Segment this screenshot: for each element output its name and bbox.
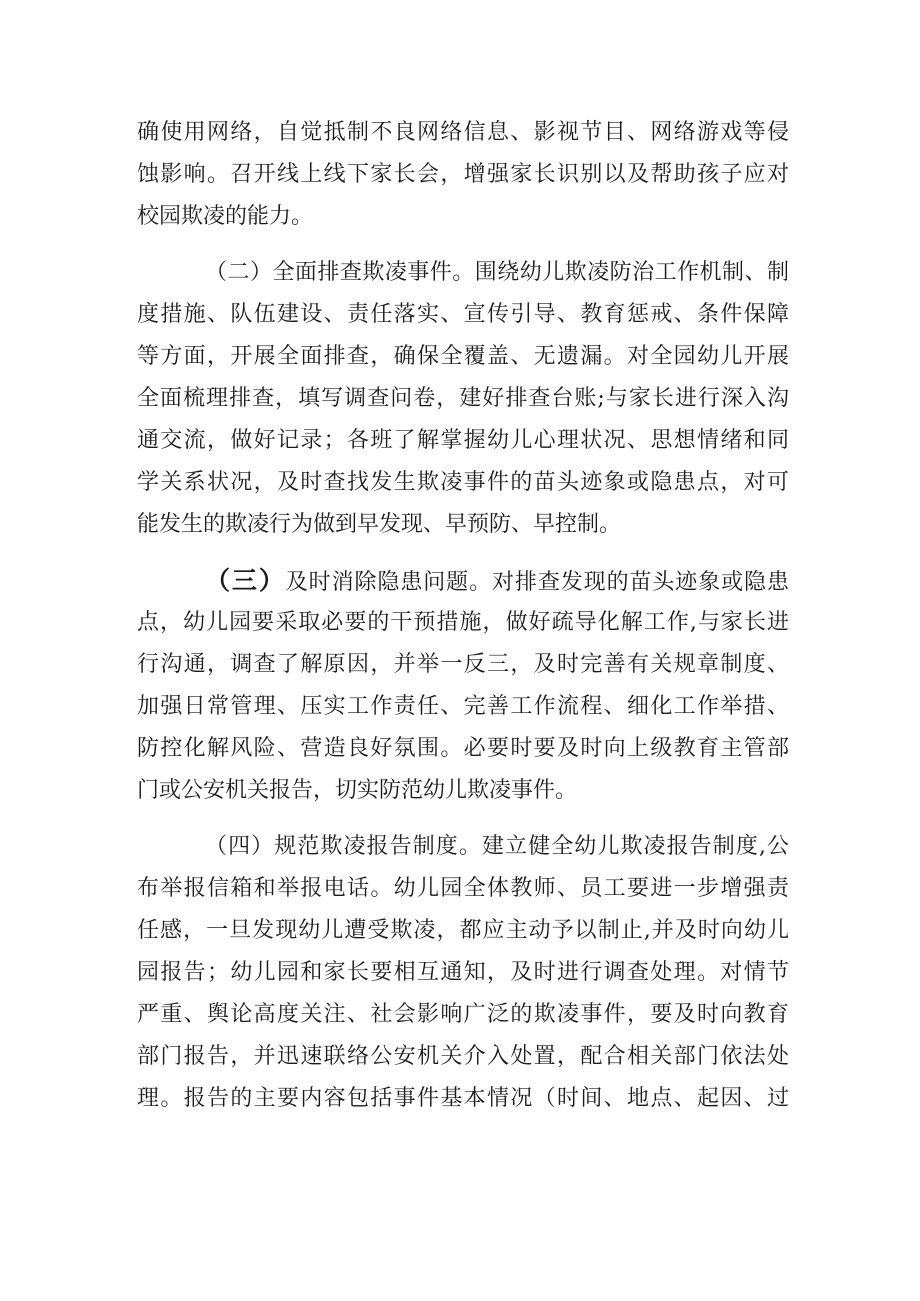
text-line: 通交流，做好记录；各班了解掌握幼儿心理状况、思想情绪和同 [137, 428, 789, 453]
text-line: 布举报信箱和举报电话。幼儿园全体教师、员工要进一步增强责 [137, 876, 789, 901]
text-line: 任感，一旦发现幼儿遭受欺凌，都应主动予以制止,并及时向幼儿 [137, 918, 789, 943]
text-line: 确使用网络，自觉抵制不良网络信息、影视节目、网络游戏等侵 [137, 120, 789, 145]
text-line: 防控化解风险、营造良好氛围。必要时要及时向上级教育主管部 [137, 736, 789, 761]
text-line: 蚀影响。召开线上线下家长会，增强家长识别以及帮助孩子应对 [137, 162, 789, 187]
text-line: 校园欺凌的能力。 [137, 204, 314, 229]
text-line: 园报告；幼儿园和家长要相互通知，及时进行调查处理。对情节 [137, 960, 789, 985]
text-line: 门或公安机关报告，切实防范幼儿欺凌事件。 [137, 778, 578, 803]
text-line: 理。报告的主要内容包括事件基本情况（时间、地点、起因、过 [137, 1086, 789, 1111]
text-line: 度措施、队伍建设、责任落实、宣传引导、教育惩戒、条件保障 [137, 302, 789, 327]
text-line: 学关系状况，及时查找发生欺凌事件的苗头迹象或隐患点，对可 [137, 470, 789, 495]
text-line: 部门报告，并迅速联络公安机关介入处置，配合相关部门依法处 [137, 1044, 789, 1069]
text-line-rest: 及时消除隐患问题。对排查发现的苗头迹象或隐患 [285, 570, 789, 595]
text-line: 行沟通，调查了解原因，并举一反三，及时完善有关规章制度、 [137, 652, 789, 677]
text-line: 点，幼儿园要采取必要的干预措施，做好疏导化解工作,与家长进 [137, 610, 789, 635]
paragraph-2 [137, 252, 789, 546]
text-line: 加强日常管理、压实工作责任、完善工作流程、细化工作举措、 [137, 694, 789, 719]
text-line: （四）规范欺凌报告制度。建立健全幼儿欺凌报告制度,公 [205, 834, 789, 859]
text-line: 能发生的欺凌行为做到早发现、早预防、早控制。 [137, 512, 622, 537]
text-line: 全面梳理排查，填写调查问卷，建好排查台账;与家长进行深入沟 [137, 386, 789, 411]
paragraph-1 [137, 112, 789, 238]
text-line [137, 560, 789, 602]
section-heading-marker: （三） [205, 566, 286, 595]
paragraph-3 [137, 560, 789, 812]
paragraph-4 [137, 826, 789, 1120]
text-line: 严重、舆论高度关注、社会影响广泛的欺凌事件，要及时向教育 [137, 1002, 789, 1027]
text-line: 等方面，开展全面排查，确保全覆盖、无遗漏。对全园幼儿开展 [137, 344, 789, 369]
document-body [137, 112, 789, 1120]
text-line: （二）全面排查欺凌事件。围绕幼儿欺凌防治工作机制、制 [205, 260, 789, 285]
